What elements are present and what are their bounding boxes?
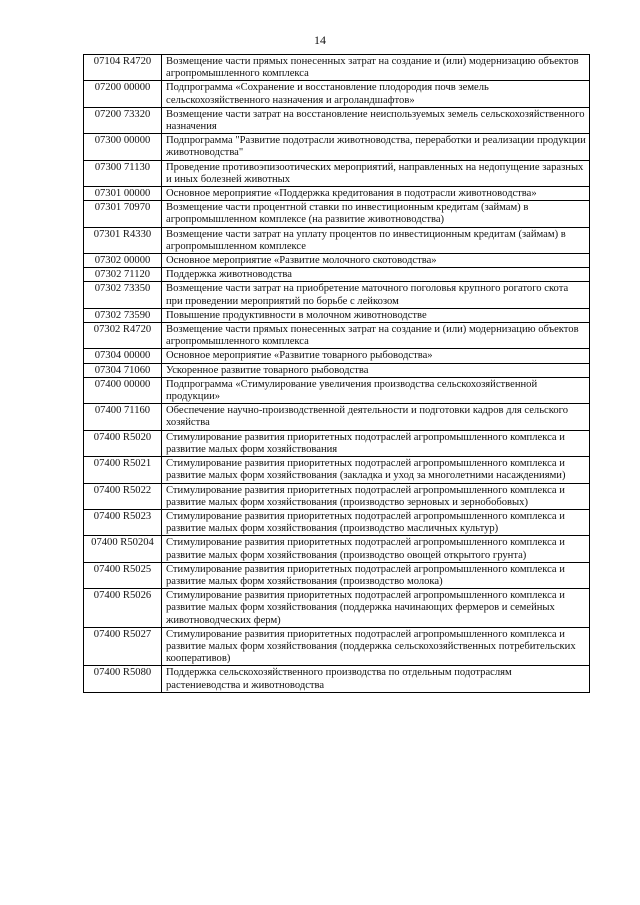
row-code: 07400 R50204 [84, 536, 162, 562]
table-row [84, 627, 590, 666]
row-description: Возмещение части прямых понесенных затрат на создание и (или) модернизацию объектов агропромышленного комплекса [162, 323, 590, 349]
row-description: Возмещение части затрат на уплату процентов по инвестиционным кредитам (займам) в агропромышленном комплексе [162, 227, 590, 253]
row-description: Подпрограмма «Стимулирование увеличения производства сельскохозяйственной продукции» [162, 377, 590, 403]
row-description: Стимулирование развития приоритетных подотраслей агропромышленного комплекса и развитие малых форм хозяйствования (закладка и уход за многолетними насаждениями) [162, 457, 590, 483]
table-row [84, 55, 590, 81]
row-description: Основное мероприятие «Поддержка кредитования в подотрасли животноводства» [162, 187, 590, 201]
row-code: 07302 R4720 [84, 323, 162, 349]
row-description: Возмещение части прямых понесенных затрат на создание и (или) модернизацию объектов агропромышленного комплекса [162, 55, 590, 81]
row-code: 07200 73320 [84, 107, 162, 133]
table-row [84, 589, 590, 628]
row-description: Возмещение части затрат на восстановление неиспользуемых земель сельскохозяйственного назначения [162, 107, 590, 133]
row-code: 07400 R5023 [84, 509, 162, 535]
row-description: Ускоренное развитие товарного рыбоводства [162, 363, 590, 377]
row-code: 07301 00000 [84, 187, 162, 201]
row-code: 07400 R5025 [84, 562, 162, 588]
row-description: Повышение продуктивности в молочном животноводстве [162, 308, 590, 322]
row-description: Стимулирование развития приоритетных подотраслей агропромышленного комплекса и развитие малых форм хозяйствования (производство зерновых и зернобобовых) [162, 483, 590, 509]
table-row [84, 134, 590, 160]
row-description: Стимулирование развития приоритетных подотраслей агропромышленного комплекса и развитие малых форм хозяйствования (поддержка начинающих фермеров и семейных животноводческих ферм) [162, 589, 590, 628]
row-description: Подпрограмма "Развитие подотрасли животноводства, переработки и реализации продукции животноводства" [162, 134, 590, 160]
row-code: 07302 71120 [84, 268, 162, 282]
row-description: Подпрограмма «Сохранение и восстановление плодородия почв земель сельскохозяйственного назначения и агроландшафтов» [162, 81, 590, 107]
row-description: Обеспечение научно-производственной деятельности и подготовки кадров для сельского хозяйства [162, 404, 590, 430]
row-code: 07302 73350 [84, 282, 162, 308]
row-code: 07304 71060 [84, 363, 162, 377]
row-code: 07302 73590 [84, 308, 162, 322]
page-number: 14 [314, 33, 326, 47]
table-row [84, 363, 590, 377]
row-description: Стимулирование развития приоритетных подотраслей агропромышленного комплекса и развитие малых форм хозяйствования [162, 430, 590, 456]
row-description: Поддержка животноводства [162, 268, 590, 282]
table-row [84, 483, 590, 509]
table-row [84, 187, 590, 201]
row-code: 07304 00000 [84, 349, 162, 363]
table-row [84, 562, 590, 588]
row-code: 07400 R5021 [84, 457, 162, 483]
row-code: 07400 R5026 [84, 589, 162, 628]
row-code: 07400 R5020 [84, 430, 162, 456]
row-description: Возмещение части затрат на приобретение маточного поголовья крупного рогатого скота при проведении мероприятий по борьбе с лейкозом [162, 282, 590, 308]
row-code: 07200 00000 [84, 81, 162, 107]
table-row [84, 377, 590, 403]
table-row [84, 323, 590, 349]
budget-classification-table [83, 54, 590, 693]
row-code: 07300 71130 [84, 160, 162, 186]
table-row [84, 536, 590, 562]
table-row [84, 201, 590, 227]
row-code: 07400 R5080 [84, 666, 162, 692]
row-code: 07301 R4330 [84, 227, 162, 253]
row-code: 07400 71160 [84, 404, 162, 430]
row-description: Стимулирование развития приоритетных подотраслей агропромышленного комплекса и развитие малых форм хозяйствования (поддержка сельскохозяйственных потребительских кооперативов) [162, 627, 590, 666]
row-description: Возмещение части процентной ставки по инвестиционным кредитам (займам) в агропромышленном комплексе (на развитие животноводства) [162, 201, 590, 227]
table-row [84, 666, 590, 692]
row-description: Стимулирование развития приоритетных подотраслей агропромышленного комплекса и развитие малых форм хозяйствования (производство овощей открытого грунта) [162, 536, 590, 562]
table-row [84, 404, 590, 430]
table-row [84, 160, 590, 186]
table-row [84, 254, 590, 268]
row-description: Стимулирование развития приоритетных подотраслей агропромышленного комплекса и развитие малых форм хозяйствования (производство масличных культур) [162, 509, 590, 535]
table-row [84, 107, 590, 133]
row-description: Основное мероприятие «Развитие товарного рыбоводства» [162, 349, 590, 363]
row-code: 07400 R5022 [84, 483, 162, 509]
row-code: 07104 R4720 [84, 55, 162, 81]
row-description: Основное мероприятие «Развитие молочного скотоводства» [162, 254, 590, 268]
row-description: Стимулирование развития приоритетных подотраслей агропромышленного комплекса и развитие малых форм хозяйствования (производство молока) [162, 562, 590, 588]
table-row [84, 81, 590, 107]
row-description: Поддержка сельскохозяйственного производства по отдельным подотраслям растениеводства и животноводства [162, 666, 590, 692]
row-code: 07400 R5027 [84, 627, 162, 666]
table-row [84, 308, 590, 322]
row-code: 07301 70970 [84, 201, 162, 227]
row-code: 07400 00000 [84, 377, 162, 403]
table-row [84, 349, 590, 363]
table-row [84, 509, 590, 535]
table-row [84, 268, 590, 282]
table-body [84, 55, 590, 693]
table-row [84, 430, 590, 456]
table-row [84, 282, 590, 308]
row-code: 07300 00000 [84, 134, 162, 160]
table-row [84, 457, 590, 483]
table-row [84, 227, 590, 253]
row-description: Проведение противоэпизоотических мероприятий, направленных на недопущение заразных и иных болезней животных [162, 160, 590, 186]
row-code: 07302 00000 [84, 254, 162, 268]
